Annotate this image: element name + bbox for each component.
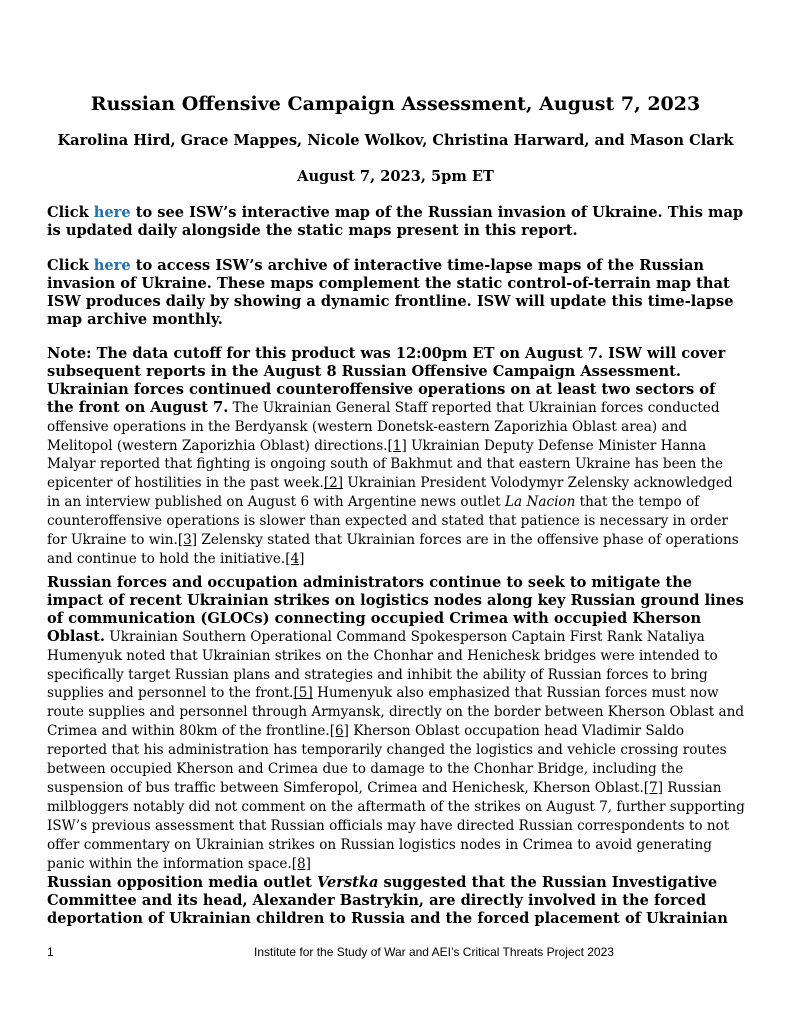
body-sentence: that the tempo of counteroffensive operations is slower than expected and stated that patience is necessary in order for Ukraine to win. [47,494,729,549]
deportation-text: suggested that the Russian Investigative Committee and its head, Alexander Bastrykin, are directly involved in the forced deportation of Ukrainian children to Russia and the forced placement of Ukrainian [47,874,728,927]
authors-line: Karolina Hird, Grace Mappes, Nicole Wolkov, Christina Harward, and Mason Clark [57,132,734,149]
deportation-paragraph [47,874,747,928]
footnote-link-4[interactable]: [4] [285,550,305,567]
click-text: Click [47,204,94,221]
interactive-map-text: to see ISW’s interactive map of the Russian invasion of Ukraine. This map is updated daily alongside the static maps present in this report. [47,204,744,239]
deportation-lead: Russian opposition media outlet [47,874,317,891]
body-sentence: Zelensky stated that Ukrainian forces are in the offensive phase of operations and continue to hold the initiative. [47,532,739,567]
time-lapse-archive-link[interactable]: here [93,257,131,274]
footnote-link-7[interactable]: [7] [643,779,664,796]
page-number: 1 [47,945,54,959]
body-sentence: Humenyuk also emphasized that Russian forces must now route supplies and personnel through Armyansk, directly on the border between Kherson Oblast and Crimea and within 80km of the frontline. [47,685,745,740]
footnote-link-6[interactable]: [6] [329,723,349,740]
body-sentence: The Ukrainian General Staff reported that Ukrainian forces conducted offensive operations in the Berdyansk (western Donetsk-eastern Zaporizhia Oblast area) and Melitopol (western Zaporizhia Oblast) directions. [47,399,720,454]
logistics-paragraph [47,574,747,874]
body-sentence: Russian milbloggers notably did not comment on the aftermath of the strikes on August 7, further supporting ISW’s previous assessment that Russian officials may have directed Russian correspondents to not offer commentary on Ukrainian strikes on Russian logistics nodes in Crimea to avoid generating panic within the information space. [47,779,745,872]
footnote-link-3[interactable]: [3] [177,532,198,549]
footnote-link-1[interactable]: [1] [387,437,407,454]
interactive-map-paragraph [47,204,747,240]
interactive-map-link[interactable]: here [93,204,131,221]
outlet-name: Verstka [316,874,379,891]
counteroffensive-paragraph [47,345,747,569]
click-text: Click [47,257,94,274]
outlet-name: La Nacion [505,494,576,511]
body-sentence: Ukrainian President Volodymyr Zelensky acknowledged in an interview published on August 6 with Argentine news outlet [47,475,733,511]
body-sentence: Kherson Oblast occupation head Vladimir Saldo reported that his administration has temporarily changed the logistics and vehicle crossing routes between occupied Kherson and Crimea due to damage to the Chonhar Bridge, including the suspension of bus traffic between Simferopol, Crimea and Henichesk, Kherson Oblast. [47,723,727,796]
counteroffensive-lead: Ukrainian forces continued counteroffensive operations on at least two sectors of the front on August 7. [47,380,716,416]
body-sentence: Ukrainian Southern Operational Command Spokesperson Captain First Rank Nataliya Humenyuk noted that Ukrainian strikes on the Chonhar and Henichesk bridges were intended to specifically target Russian plans and strategies and inhibit the ability of Russian forces to bring supplies and personnel to the front. [47,628,718,702]
time-lapse-paragraph [47,257,747,329]
body-sentence: Ukrainian Deputy Defense Minister Hanna Malyar reported that fighting is ongoing south of Bakhmut and that eastern Ukraine has been the epicenter of hostilities in the past week. [47,437,723,492]
data-cutoff-note: Note: The data cutoff for this product was 12:00pm ET on August 7. ISW will cover subsequent reports in the August 8 Russian Offensive Campaign Assessment. [47,345,726,380]
footnote-link-5[interactable]: [5] [293,685,313,702]
footer-credit: Institute for the Study of War and AEI’s Critical Threats Project 2023 [254,945,614,959]
report-date: August 7, 2023, 5pm ET [297,168,494,185]
footnote-link-8[interactable]: [8] [291,855,311,872]
time-lapse-text: to access ISW’s archive of interactive time-lapse maps of the Russian invasion of Ukraine. These maps complement the static control-of-terrain map that ISW produces daily by showing a dynamic frontline. ISW will update this time-lapse map archive monthly. [47,257,734,328]
page-title: Russian Offensive Campaign Assessment, August 7, 2023 [90,93,701,115]
logistics-lead: Russian forces and occupation administrators continue to seek to mitigate the impact of recent Ukrainian strikes on logistics nodes along key Russian ground lines of communication (GLOCs) connecting occupied Crimea with occupied Kherson Oblast. [47,574,744,645]
footnote-link-2[interactable]: [2] [323,475,344,492]
